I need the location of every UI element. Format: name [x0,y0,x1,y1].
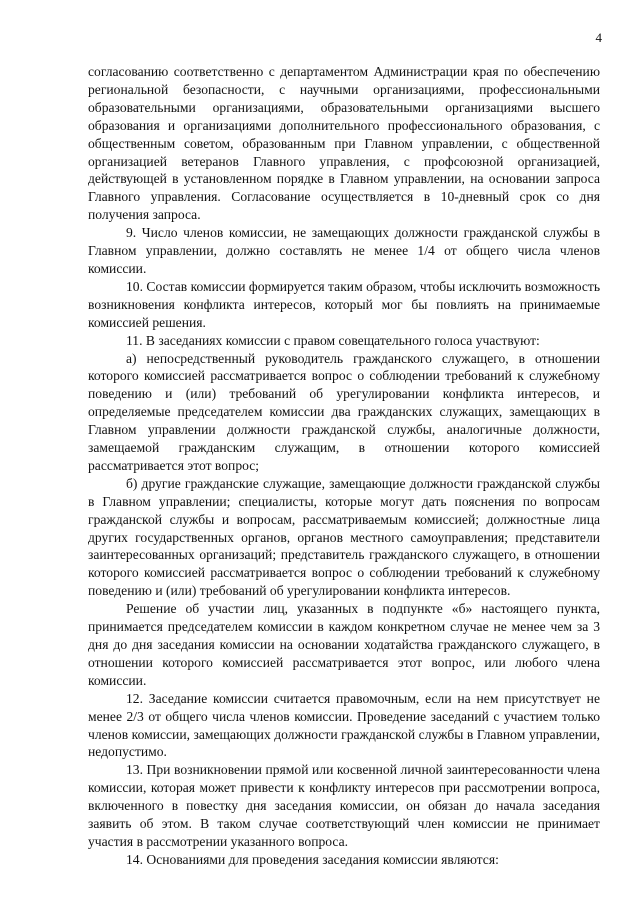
document-body [88,63,600,869]
paragraph-item-13: 13. При возникновении прямой или косвенной личной заинтересованности члена комиссии, которая может привести к конфликту интересов при рассмотрении вопроса, включенного в повестку дня заседания комиссии, он обязан до начала заседания заявить об этом. В таком случае соответствующий член комиссии не принимает участия в рассмотрении указанного вопроса. [88,762,600,849]
paragraph-item-14: 14. Основаниями для проведения заседания комиссии являются: [126,851,499,867]
paragraph-item-12: 12. Заседание комиссии считается правомочным, если на нем присутствует не менее 2/3 от общего числа членов комиссии. Проведение заседаний с участием только членов комиссии, замещающих должности гражданской службы в Главном управлении, недопустимо. [88,690,600,760]
page-number: 4 [595,30,602,45]
paragraph-participation-decision: Решение об участии лиц, указанных в подпункте «б» настоящего пункта, принимается председателем комиссии в каждом конкретном случае не менее чем за 3 дня до дня заседания комиссии на основании ходатайства гражданского служащего, в отношении которого комиссией рассматривается этот вопрос, или любого члена комиссии. [88,601,600,688]
paragraph-item-11: 11. В заседаниях комиссии с правом совещательного голоса участвуют: [126,332,540,348]
paragraph-item-10: 10. Состав комиссии формируется таким образом, чтобы исключить возможность возникновения конфликта интересов, который мог бы повлиять на принимаемые комиссией решения. [88,278,601,330]
paragraph-continuation: согласованию соответственно с департаментом Администрации края по обеспечению региональной безопасности, с научными организациями, профессиональными образовательными организациями, образовательными организациями высшего образования и организациями дополнительного профессионального образования, с общественным советом, образованным при Главном управлении, с общественной организацией ветеранов Главного управления, с профсоюзной организацией, действующей в установленном порядке в Главном управлении, на основании запроса Главного управления. Согласование осуществляется в 10-дневный срок со дня получения запроса. [88,64,600,223]
paragraph-item-11b: б) другие гражданские служащие, замещающие должности гражданской службы в Главном управлении; специалисты, которые могут дать пояснения по вопросам гражданской службы и вопросам, рассматриваемым комиссией; должностные лица других государственных органов, органов местного самоуправления; представители заинтересованных организаций; представитель гражданского служащего, в отношении которого комиссией рассматривается вопрос о соблюдении требований к служебному поведению и (или) требований об урегулировании конфликта интересов. [88,475,600,599]
paragraph-item-11a: а) непосредственный руководитель гражданского служащего, в отношении которого комиссией рассматривается вопрос о соблюдении требований к служебному поведению и (или) требований об урегулировании конфликта интересов, и определяемые председателем комиссии два гражданских служащих, замещающих в Главном управлении должности гражданской службы, аналогичные должности, замещаемой гражданским служащим, в отношении которого комиссией рассматривается этот вопрос; [88,350,600,473]
paragraph-item-9: 9. Число членов комиссии, не замещающих должности гражданской службы в Главном управлении, должно составлять не менее 1/4 от общего числа членов комиссии. [88,225,600,276]
